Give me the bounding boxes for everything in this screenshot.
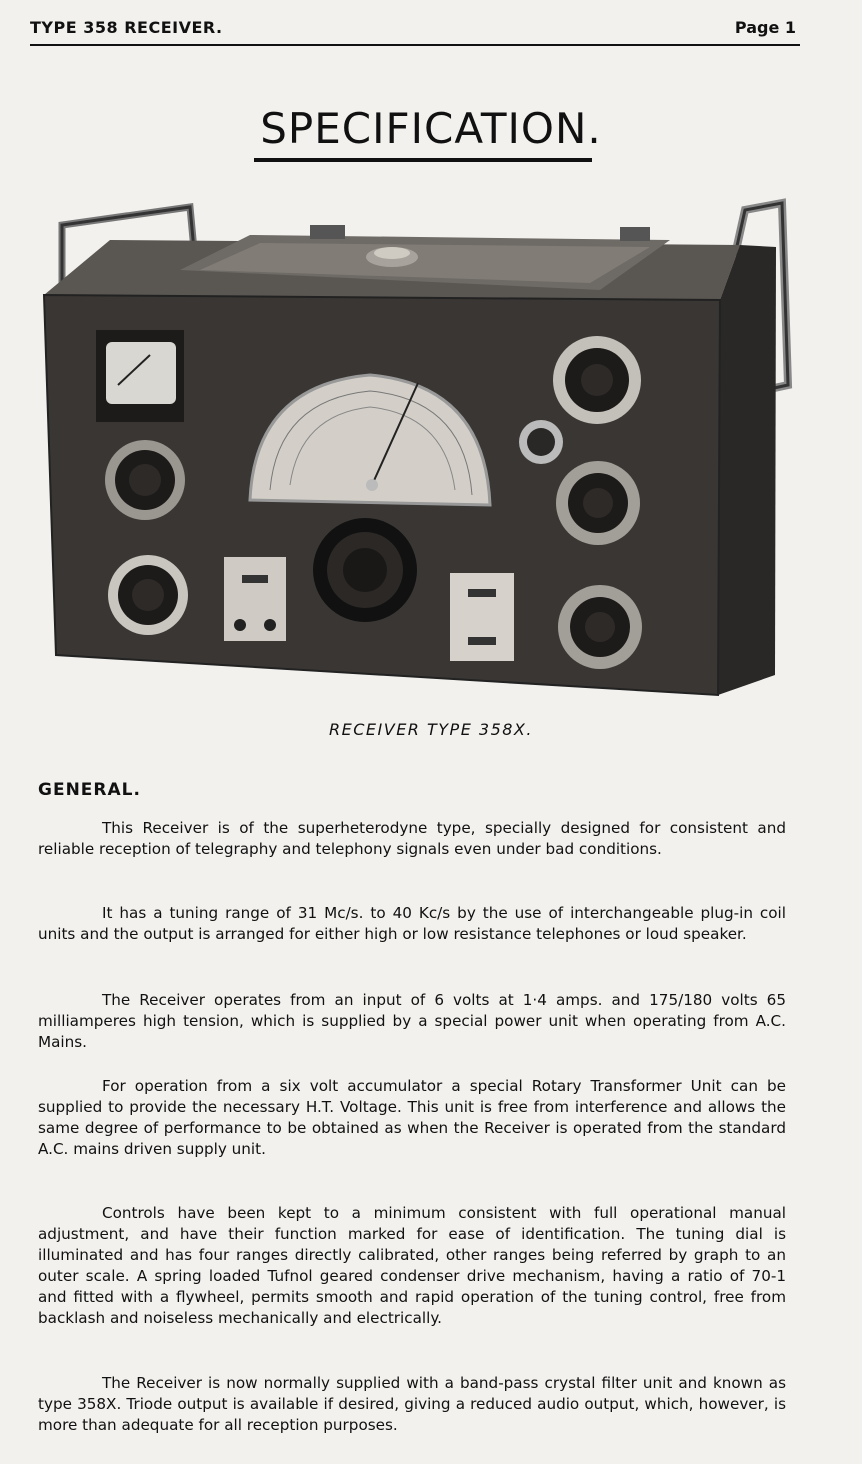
paragraph: Controls have been kept to a minimum consistent with full operational manual adjustment, and have their function marked for ease of identification. The tuning dial is illuminated and has four ranges directly calibrated, other ranges being referred by graph to an outer scale. A spring loaded Tufnol geared condenser drive mechanism, having a ratio of 70-1 and fitted with a flywheel, permits smooth and rapid operation of the tuning control, free from backlash and noiseless mechanically and electrically.: [38, 1204, 786, 1327]
title-underline: [254, 158, 592, 162]
paragraph: The Receiver is now normally supplied with a band-pass crystal filter unit and known as type 358X. Triode output is available if desired, giving a reduced audio output, which, however, is more than adequate for all reception purposes.: [38, 1374, 786, 1434]
page-header: [30, 18, 800, 46]
paragraph: The Receiver operates from an input of 6 volts at 1·4 amps. and 175/180 volts 65 milliamperes high tension, which is supplied by a special power unit when operating from A.C. Mains.: [38, 991, 786, 1051]
paragraph: It has a tuning range of 31 Mc/s. to 40 Kc/s by the use of interchangeable plug-in coil units and the output is arranged for either high or low resistance telephones or loud speaker.: [38, 904, 786, 943]
paragraph: For operation from a six volt accumulator a special Rotary Transformer Unit can be supplied to provide the necessary H.T. Voltage. This unit is free from interference and allows the same degree of performance to be obtained as when the Receiver is operated from the standard A.C. mains driven supply unit.: [38, 1077, 786, 1158]
figure-caption: RECEIVER TYPE 358X.: [329, 720, 533, 739]
paragraph: This Receiver is of the superheterodyne type, specially designed for consistent and reliable reception of telegraphy and telephony signals even under bad conditions.: [38, 819, 786, 858]
header-title: TYPE 358 RECEIVER.: [30, 18, 223, 37]
receiver-photo: [0, 195, 862, 715]
page-number: Page 1: [734, 18, 796, 37]
page-title: SPECIFICATION.: [260, 104, 602, 153]
section-heading: GENERAL.: [38, 780, 141, 800]
